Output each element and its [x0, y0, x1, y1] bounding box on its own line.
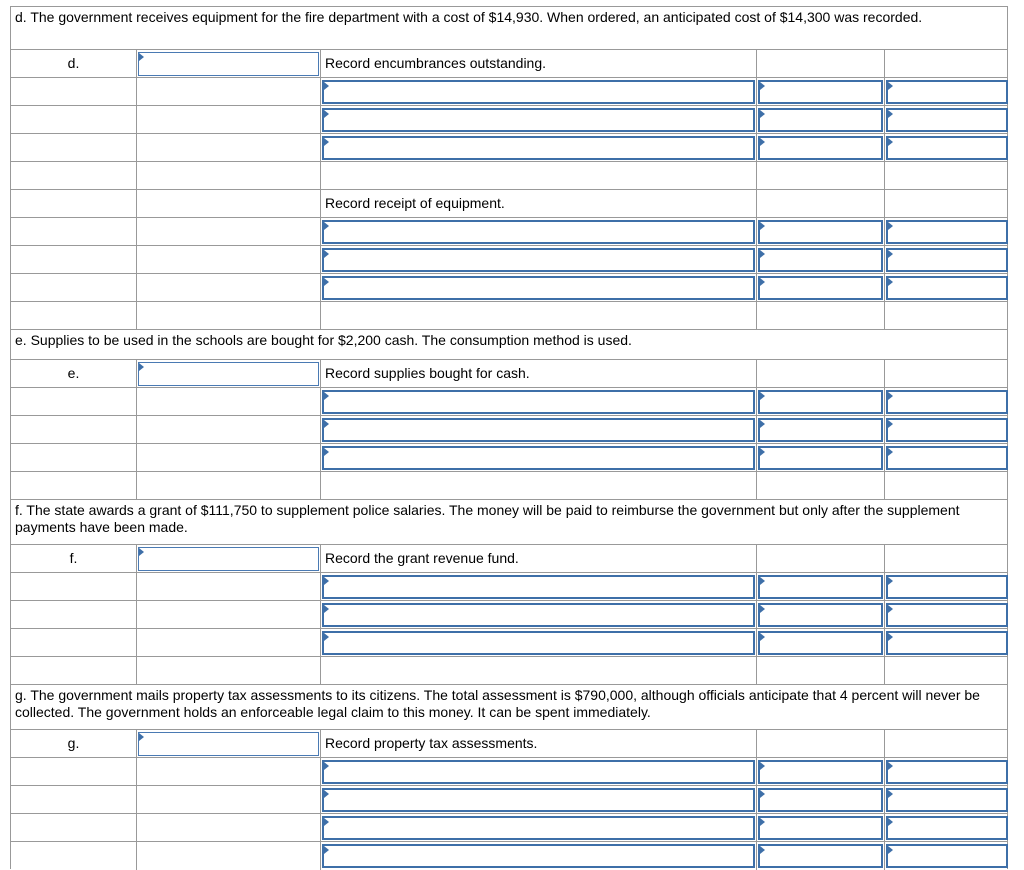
debit-cell: [757, 573, 885, 601]
account-select[interactable]: [322, 816, 755, 840]
credit-input[interactable]: [886, 136, 1008, 160]
credit-input[interactable]: [886, 418, 1008, 442]
date-cell: [137, 545, 321, 573]
dropdown-marker-icon: [760, 82, 765, 90]
transaction-description: e. Supplies to be used in the schools are bought for $2,200 cash. The consumption method is used.: [10, 329, 1008, 359]
account-select[interactable]: [322, 760, 755, 784]
blank-cell: [137, 786, 321, 814]
credit-input[interactable]: [886, 390, 1008, 414]
credit-cell: [885, 78, 1009, 106]
dropdown-marker-icon: [324, 420, 329, 428]
journal-entry-row: [10, 217, 1008, 245]
credit-input[interactable]: [886, 80, 1008, 104]
debit-cell: [757, 106, 885, 134]
dropdown-marker-icon: [888, 577, 893, 585]
dropdown-marker-icon: [324, 250, 329, 258]
journal-entry-row: [10, 841, 1008, 869]
date-cell: [137, 730, 321, 758]
entry-header-row: [10, 189, 1008, 217]
blank-cell: [137, 629, 321, 657]
blank-cell: [11, 472, 137, 500]
debit-input[interactable]: [758, 136, 883, 160]
dropdown-marker-icon: [888, 222, 893, 230]
dropdown-marker-icon: [760, 577, 765, 585]
journal-entry-row: [10, 600, 1008, 628]
journal-entry-row: [10, 133, 1008, 161]
credit-cell: [885, 106, 1009, 134]
blank-cell: [137, 758, 321, 786]
dropdown-marker-icon: [888, 110, 893, 118]
account-cell: [321, 246, 757, 274]
account-select[interactable]: [322, 248, 755, 272]
blank-cell: [11, 106, 137, 134]
credit-cell: [885, 629, 1009, 657]
dropdown-marker-icon: [324, 110, 329, 118]
blank-cell: [137, 416, 321, 444]
dropdown-marker-icon: [888, 250, 893, 258]
account-select[interactable]: [322, 575, 755, 599]
credit-input[interactable]: [886, 446, 1008, 470]
debit-input[interactable]: [758, 108, 883, 132]
date-cell: [137, 190, 321, 218]
account-cell: [321, 444, 757, 472]
blank-cell: [11, 601, 137, 629]
dropdown-marker-icon: [888, 138, 893, 146]
credit-input[interactable]: [886, 760, 1008, 784]
blank-cell: [137, 842, 321, 870]
dropdown-marker-icon: [760, 278, 765, 286]
debit-input[interactable]: [758, 390, 883, 414]
dropdown-marker-icon: [324, 605, 329, 613]
account-select[interactable]: [322, 418, 755, 442]
date-input[interactable]: [138, 52, 319, 76]
dropdown-marker-icon: [888, 448, 893, 456]
debit-input[interactable]: [758, 80, 883, 104]
dropdown-marker-icon: [888, 818, 893, 826]
debit-header-cell: [757, 50, 885, 78]
journal-entry-row: [10, 415, 1008, 443]
dropdown-marker-icon: [888, 846, 893, 854]
debit-input[interactable]: [758, 575, 883, 599]
journal-entry-row: [10, 813, 1008, 841]
credit-input[interactable]: [886, 631, 1008, 655]
blank-cell: [137, 388, 321, 416]
dropdown-marker-icon: [324, 577, 329, 585]
credit-input[interactable]: [886, 816, 1008, 840]
blank-cell: [757, 472, 885, 500]
debit-input[interactable]: [758, 276, 883, 300]
date-cell: [137, 50, 321, 78]
credit-cell: [885, 601, 1009, 629]
credit-input[interactable]: [886, 220, 1008, 244]
dropdown-marker-icon: [760, 138, 765, 146]
dropdown-marker-icon: [324, 278, 329, 286]
entry-header-row: [10, 544, 1008, 572]
blank-cell: [885, 472, 1009, 500]
account-select[interactable]: [322, 844, 755, 868]
spacer-row: [10, 471, 1008, 499]
journal-entry-row: [10, 387, 1008, 415]
blank-cell: [11, 629, 137, 657]
transaction-letter: e.: [11, 360, 137, 388]
account-cell: [321, 814, 757, 842]
debit-cell: [757, 601, 885, 629]
credit-header-cell: [885, 50, 1009, 78]
credit-input[interactable]: [886, 844, 1008, 868]
dropdown-marker-icon: [760, 420, 765, 428]
dropdown-marker-icon: [324, 138, 329, 146]
debit-cell: [757, 416, 885, 444]
blank-cell: [757, 162, 885, 190]
credit-cell: [885, 388, 1009, 416]
dropdown-marker-icon: [888, 82, 893, 90]
transaction-letter: f.: [11, 545, 137, 573]
debit-header-cell: [757, 545, 885, 573]
transaction-description: d. The government receives equipment for the fire department with a cost of $14,930. When ordered, an anticipated cost of $14,300 was recorded.: [10, 6, 1008, 49]
blank-cell: [11, 842, 137, 870]
journal-entry-row: [10, 105, 1008, 133]
account-cell: [321, 106, 757, 134]
dropdown-marker-icon: [888, 762, 893, 770]
credit-cell: [885, 573, 1009, 601]
debit-input[interactable]: [758, 631, 883, 655]
credit-cell: [885, 134, 1009, 162]
credit-cell: [885, 218, 1009, 246]
blank-cell: [11, 134, 137, 162]
journal-entry-row: [10, 757, 1008, 785]
dropdown-marker-icon: [760, 846, 765, 854]
journal-entry-row: [10, 785, 1008, 813]
blank-cell: [321, 162, 757, 190]
credit-cell: [885, 758, 1009, 786]
credit-cell: [885, 246, 1009, 274]
blank-cell: [137, 218, 321, 246]
blank-cell: [321, 657, 757, 685]
credit-header-cell: [885, 360, 1009, 388]
blank-cell: [137, 134, 321, 162]
dropdown-marker-icon: [324, 790, 329, 798]
account-cell: [321, 786, 757, 814]
spacer-row: [10, 301, 1008, 329]
debit-cell: [757, 814, 885, 842]
entry-instruction: Record property tax assessments.: [321, 730, 757, 758]
dropdown-marker-icon: [760, 392, 765, 400]
transaction-letter: g.: [11, 730, 137, 758]
credit-cell: [885, 786, 1009, 814]
dropdown-marker-icon: [888, 278, 893, 286]
debit-cell: [757, 78, 885, 106]
debit-cell: [757, 629, 885, 657]
credit-header-cell: [885, 730, 1009, 758]
journal-entry-row: [10, 77, 1008, 105]
credit-cell: [885, 444, 1009, 472]
transaction-letter: d.: [11, 50, 137, 78]
credit-input[interactable]: [886, 248, 1008, 272]
credit-header-cell: [885, 190, 1009, 218]
blank-cell: [321, 302, 757, 330]
dropdown-marker-icon: [760, 762, 765, 770]
dropdown-marker-icon: [324, 633, 329, 641]
dropdown-marker-icon: [888, 605, 893, 613]
blank-cell: [137, 657, 321, 685]
credit-input[interactable]: [886, 575, 1008, 599]
blank-cell: [11, 162, 137, 190]
entry-instruction: Record supplies bought for cash.: [321, 360, 757, 388]
dropdown-marker-icon: [139, 53, 144, 61]
dropdown-marker-icon: [760, 250, 765, 258]
dropdown-marker-icon: [888, 420, 893, 428]
debit-header-cell: [757, 730, 885, 758]
journal-entry-row: [10, 628, 1008, 656]
debit-cell: [757, 218, 885, 246]
debit-input[interactable]: [758, 220, 883, 244]
transaction-description: g. The government mails property tax assessments to its citizens. The total assessment is $790,000, although officials anticipate that 4 percent will never be collected. The government holds an enforceable legal claim to this money. It can be spent immediately.: [10, 684, 1008, 729]
blank-cell: [11, 786, 137, 814]
dropdown-marker-icon: [760, 633, 765, 641]
journal-entry-row: [10, 443, 1008, 471]
account-cell: [321, 758, 757, 786]
blank-cell: [137, 162, 321, 190]
blank-cell: [11, 814, 137, 842]
dropdown-marker-icon: [760, 110, 765, 118]
account-select[interactable]: [322, 108, 755, 132]
blank-cell: [885, 162, 1009, 190]
blank-cell: [137, 302, 321, 330]
blank-cell: [137, 274, 321, 302]
blank-cell: [11, 416, 137, 444]
blank-cell: [757, 657, 885, 685]
journal-entry-row: [10, 245, 1008, 273]
dropdown-marker-icon: [760, 605, 765, 613]
transaction-description: f. The state awards a grant of $111,750 to supplement police salaries. The money will be paid to reimburse the government but only after the supplement payments have been made.: [10, 499, 1008, 544]
blank-cell: [757, 302, 885, 330]
debit-input[interactable]: [758, 816, 883, 840]
debit-input[interactable]: [758, 446, 883, 470]
spacer-row: [10, 656, 1008, 684]
blank-cell: [11, 388, 137, 416]
dropdown-marker-icon: [324, 818, 329, 826]
credit-input[interactable]: [886, 603, 1008, 627]
date-cell: [137, 360, 321, 388]
dropdown-marker-icon: [324, 222, 329, 230]
account-select[interactable]: [322, 136, 755, 160]
debit-cell: [757, 246, 885, 274]
entry-instruction: Record receipt of equipment.: [321, 190, 757, 218]
debit-cell: [757, 388, 885, 416]
account-cell: [321, 388, 757, 416]
account-select[interactable]: [322, 631, 755, 655]
blank-cell: [11, 573, 137, 601]
blank-cell: [11, 246, 137, 274]
dropdown-marker-icon: [324, 762, 329, 770]
credit-cell: [885, 274, 1009, 302]
entry-instruction: Record encumbrances outstanding.: [321, 50, 757, 78]
credit-input[interactable]: [886, 788, 1008, 812]
account-cell: [321, 601, 757, 629]
debit-cell: [757, 786, 885, 814]
blank-cell: [137, 106, 321, 134]
dropdown-marker-icon: [324, 82, 329, 90]
blank-cell: [137, 78, 321, 106]
blank-cell: [321, 472, 757, 500]
dropdown-marker-icon: [324, 448, 329, 456]
account-cell: [321, 842, 757, 870]
dropdown-marker-icon: [139, 548, 144, 556]
blank-cell: [137, 814, 321, 842]
blank-cell: [11, 274, 137, 302]
account-cell: [321, 218, 757, 246]
debit-cell: [757, 444, 885, 472]
dropdown-marker-icon: [888, 790, 893, 798]
account-cell: [321, 78, 757, 106]
entry-header-row: [10, 729, 1008, 757]
dropdown-marker-icon: [888, 633, 893, 641]
debit-header-cell: [757, 360, 885, 388]
date-input[interactable]: [138, 362, 319, 386]
dropdown-marker-icon: [324, 846, 329, 854]
dropdown-marker-icon: [888, 392, 893, 400]
dropdown-marker-icon: [760, 818, 765, 826]
debit-input[interactable]: [758, 760, 883, 784]
account-cell: [321, 629, 757, 657]
blank-cell: [885, 657, 1009, 685]
account-select[interactable]: [322, 80, 755, 104]
credit-cell: [885, 814, 1009, 842]
debit-header-cell: [757, 190, 885, 218]
debit-input[interactable]: [758, 788, 883, 812]
account-cell: [321, 134, 757, 162]
credit-header-cell: [885, 545, 1009, 573]
debit-input[interactable]: [758, 248, 883, 272]
account-select[interactable]: [322, 276, 755, 300]
debit-input[interactable]: [758, 603, 883, 627]
debit-cell: [757, 274, 885, 302]
blank-cell: [11, 78, 137, 106]
debit-cell: [757, 134, 885, 162]
account-cell: [321, 274, 757, 302]
blank-cell: [11, 758, 137, 786]
account-cell: [321, 573, 757, 601]
entry-header-row: [10, 359, 1008, 387]
blank-cell: [137, 601, 321, 629]
entry-header-row: [10, 49, 1008, 77]
blank-cell: [137, 246, 321, 274]
debit-input[interactable]: [758, 418, 883, 442]
blank-cell: [11, 444, 137, 472]
transaction-letter: [11, 190, 137, 218]
account-select[interactable]: [322, 390, 755, 414]
dropdown-marker-icon: [760, 790, 765, 798]
credit-input[interactable]: [886, 108, 1008, 132]
journal-entry-row: [10, 273, 1008, 301]
dropdown-marker-icon: [760, 222, 765, 230]
blank-cell: [11, 218, 137, 246]
blank-cell: [11, 302, 137, 330]
spacer-row: [10, 161, 1008, 189]
dropdown-marker-icon: [760, 448, 765, 456]
blank-cell: [137, 573, 321, 601]
blank-cell: [137, 472, 321, 500]
date-input[interactable]: [138, 732, 319, 756]
account-select[interactable]: [322, 446, 755, 470]
journal-entry-row: [10, 572, 1008, 600]
blank-cell: [11, 657, 137, 685]
debit-cell: [757, 758, 885, 786]
entry-instruction: Record the grant revenue fund.: [321, 545, 757, 573]
blank-cell: [885, 302, 1009, 330]
credit-input[interactable]: [886, 276, 1008, 300]
dropdown-marker-icon: [324, 392, 329, 400]
dropdown-marker-icon: [139, 733, 144, 741]
credit-cell: [885, 842, 1009, 870]
date-input[interactable]: [138, 547, 319, 571]
account-select[interactable]: [322, 788, 755, 812]
account-select[interactable]: [322, 603, 755, 627]
blank-cell: [137, 444, 321, 472]
debit-input[interactable]: [758, 844, 883, 868]
dropdown-marker-icon: [139, 363, 144, 371]
debit-cell: [757, 842, 885, 870]
credit-cell: [885, 416, 1009, 444]
account-cell: [321, 416, 757, 444]
account-select[interactable]: [322, 220, 755, 244]
